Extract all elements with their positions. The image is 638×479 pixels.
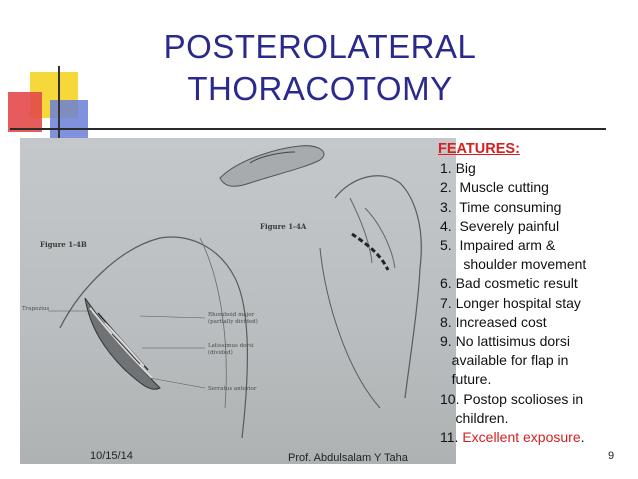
feature-item <box>440 198 630 217</box>
label-rhomboid <box>208 312 258 326</box>
feature-text: No lattisimus dorsi <box>451 333 570 350</box>
title-line-1: POSTEROLATERAL <box>163 28 477 65</box>
surgical-illustration <box>20 138 459 464</box>
feature-item <box>440 159 630 178</box>
footer-author: Prof. Abdulsalam Y Taha <box>288 452 408 464</box>
feature-item <box>440 236 630 255</box>
title-line-2: THORACOTOMY <box>187 70 453 107</box>
page-number: 9 <box>608 450 615 462</box>
feature-text: Impaired arm & <box>451 237 556 254</box>
feature-item <box>440 351 630 370</box>
feature-item <box>440 313 630 332</box>
feature-text: future. <box>440 371 492 388</box>
figure-label-a: Figure 1-4A <box>260 222 307 231</box>
features-heading: FEATURES: <box>438 141 520 157</box>
feature-text: Increased cost <box>451 313 547 330</box>
feature-item <box>440 274 630 293</box>
feature-num: 9. <box>440 333 452 350</box>
label-rhomboid-name: Rhomboid major <box>208 312 255 318</box>
feature-item-last <box>440 428 630 447</box>
illustration-drawing <box>20 138 459 464</box>
feature-text: Longer hospital stay <box>451 294 581 311</box>
feature-text: Muscle cutting <box>451 179 549 196</box>
features-list <box>440 140 630 447</box>
feature-num: 4. <box>440 217 452 234</box>
label-trapezius: Trapezius <box>22 306 50 312</box>
feature-text: Postop scolioses in <box>459 390 584 407</box>
feature-num: 2. <box>440 179 452 196</box>
feature-item <box>440 178 630 197</box>
feature-item <box>440 294 630 313</box>
label-serratus: Serratus anterior <box>208 386 257 392</box>
feature-item <box>440 255 630 274</box>
feature-num: 6. <box>440 275 452 292</box>
feature-last-num: 11. <box>440 429 459 446</box>
feature-text: Time consuming <box>451 198 562 215</box>
label-latissimus-sub: (divided) <box>208 350 233 356</box>
feature-text: Severely painful <box>451 217 560 234</box>
feature-text: Bad cosmetic result <box>451 275 578 292</box>
slide-title <box>110 26 530 110</box>
feature-text: Big <box>451 160 476 177</box>
feature-text: shoulder movement <box>440 256 587 273</box>
footer-date: 10/15/14 <box>90 450 133 462</box>
label-latissimus-name: Latissimus dorsi <box>208 343 254 349</box>
title-divider-line <box>10 128 606 130</box>
feature-text: children. <box>440 409 509 426</box>
feature-item <box>440 217 630 236</box>
features-items <box>440 159 630 428</box>
feature-num: 3. <box>440 198 452 215</box>
feature-item <box>440 390 630 409</box>
feature-num: 10. <box>440 390 460 407</box>
label-rhomboid-sub: (partially divided) <box>208 319 258 325</box>
feature-num: 5. <box>440 237 452 254</box>
feature-num: 7. <box>440 294 452 311</box>
feature-last-text: Excellent exposure <box>458 429 581 446</box>
feature-item <box>440 370 630 389</box>
feature-item <box>440 332 630 351</box>
feature-num: 1. <box>440 160 452 177</box>
feature-text: available for flap in <box>440 352 569 369</box>
feature-num: 8. <box>440 313 452 330</box>
figure-label-b: Figure 1-4B <box>40 240 87 249</box>
decor-red-square <box>8 92 42 132</box>
feature-item <box>440 409 630 428</box>
feature-last-period: . <box>580 429 585 446</box>
label-latissimus <box>208 343 254 357</box>
